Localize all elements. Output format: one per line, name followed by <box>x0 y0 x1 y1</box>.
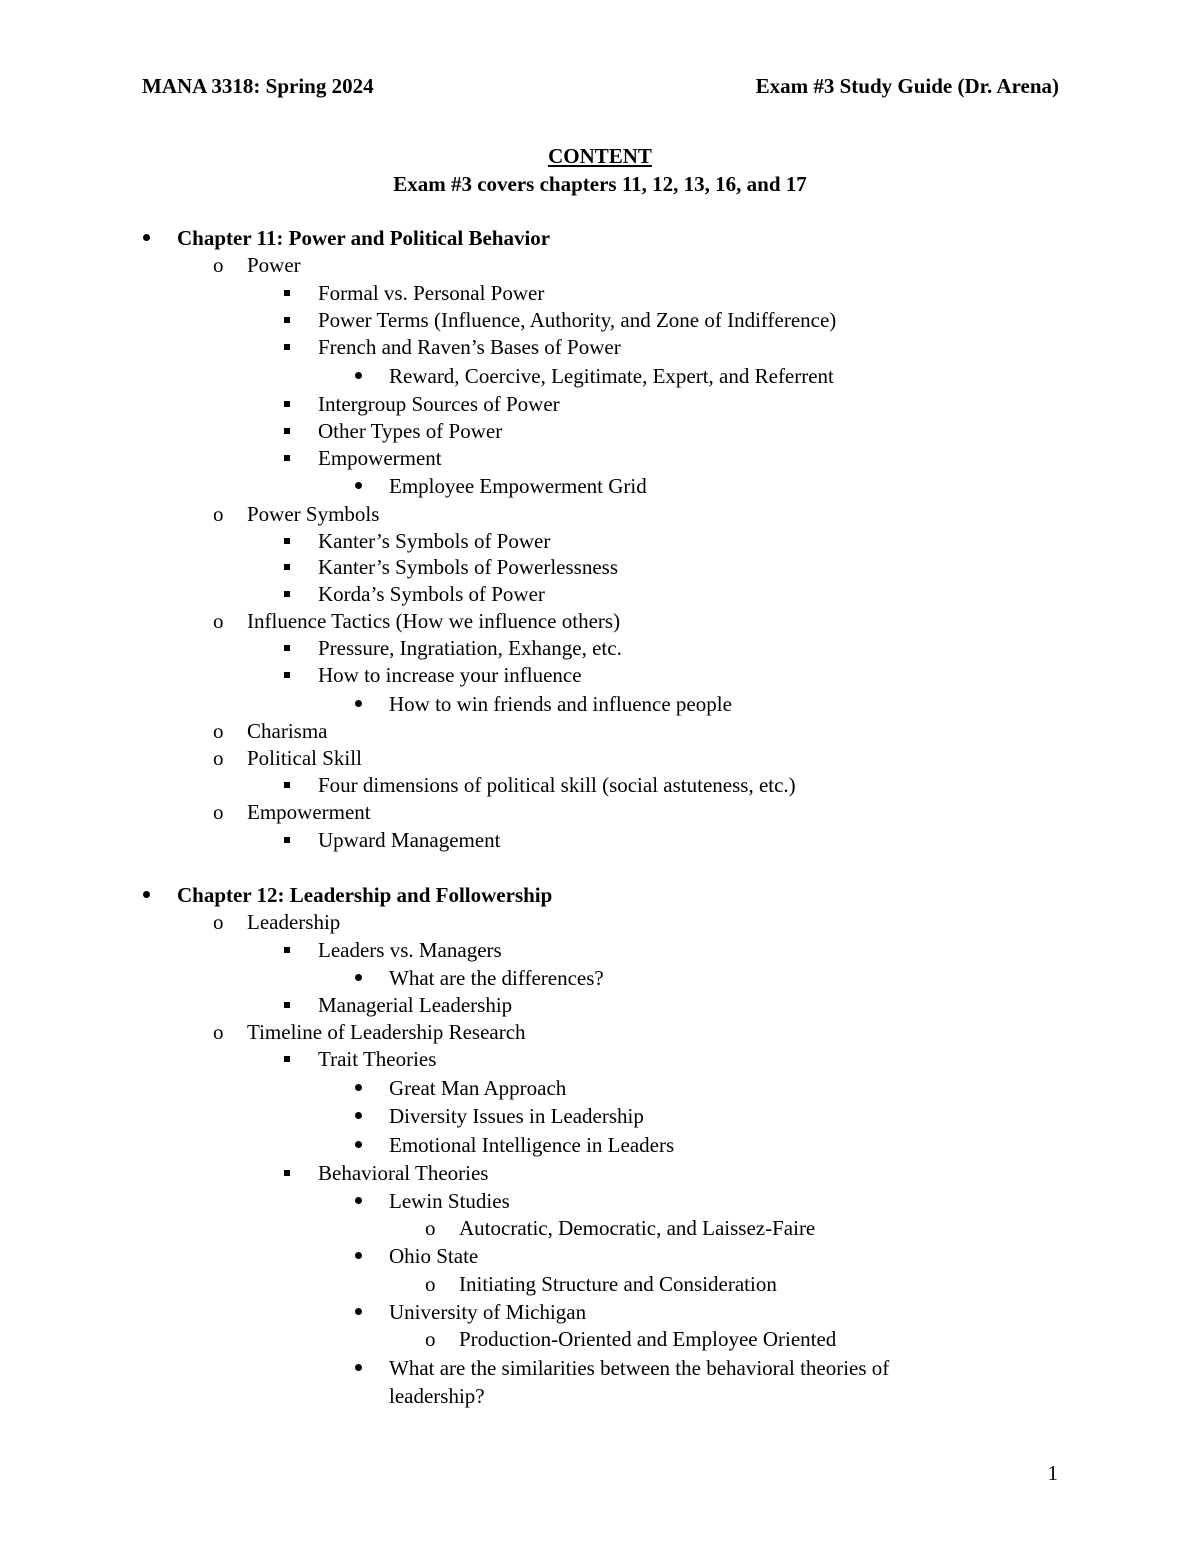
outline-item <box>318 634 622 662</box>
outline-item-text: Other Types of Power <box>318 419 503 443</box>
bullet-dot-icon <box>355 1298 362 1326</box>
outline-item <box>318 661 582 689</box>
outline-item <box>213 717 328 745</box>
square-bullet-icon <box>284 580 290 608</box>
outline-item <box>389 964 604 992</box>
outline-item-text: Leadership <box>247 910 341 934</box>
hollow-circle-icon: o <box>213 800 224 824</box>
outline-item-text: Kanter’s Symbols of Power <box>318 529 551 553</box>
outline-item-text: Timeline of Leadership Research <box>247 1020 526 1044</box>
outline-item-text: Production-Oriented and Employee Oriented <box>459 1327 837 1351</box>
outline-item-text: Trait Theories <box>318 1047 437 1071</box>
outline-item <box>213 744 362 772</box>
bullet-dot-icon <box>355 1187 362 1215</box>
bullet-dot-icon <box>355 964 362 992</box>
square-bullet-icon <box>284 444 290 472</box>
outline-item-text: Chapter 12: Leadership and Followership <box>177 883 553 907</box>
bullet-dot-icon <box>355 472 362 500</box>
outline-item-text: Power Symbols <box>247 502 380 526</box>
outline-item-text: Behavioral Theories <box>318 1161 489 1185</box>
outline-item-text: Great Man Approach <box>389 1076 567 1100</box>
bullet-dot-icon <box>355 1074 362 1102</box>
outline-item <box>318 333 621 361</box>
outline-item <box>213 908 341 936</box>
outline-item-text: How to increase your influence <box>318 663 582 687</box>
bullet-dot-icon <box>355 1242 362 1270</box>
outline-item-text: French and Raven’s Bases of Power <box>318 335 621 359</box>
outline-item-text: Charisma <box>247 719 328 743</box>
outline-item <box>389 1102 644 1130</box>
bullet-dot-icon <box>355 362 362 390</box>
outline-item <box>318 553 618 581</box>
square-bullet-icon <box>284 390 290 418</box>
hollow-circle-icon: o <box>213 746 224 770</box>
outline-item <box>213 798 371 826</box>
outline-item-text: Ohio State <box>389 1244 479 1268</box>
square-bullet-icon <box>284 991 290 1019</box>
outline-item <box>389 1074 566 1102</box>
outline-item-text: Influence Tactics (How we influence others) <box>247 609 621 633</box>
hollow-circle-icon: o <box>425 1327 436 1351</box>
header-guide-title: Exam #3 Study Guide (Dr. Arena) <box>755 74 1059 98</box>
outline-item <box>318 306 836 334</box>
page-number: 1 <box>1047 1461 1058 1485</box>
content-heading: CONTENT <box>548 144 652 168</box>
bullet-dot-icon <box>355 1354 362 1382</box>
hollow-circle-icon: o <box>213 502 224 526</box>
chapter-heading <box>177 881 552 909</box>
square-bullet-icon <box>284 553 290 581</box>
outline-item-text: What are the similarities between the behavioral theories of <box>389 1356 890 1380</box>
outline-item <box>213 251 301 279</box>
outline-item-text: Upward Management <box>318 828 501 852</box>
outline-item <box>425 1214 816 1242</box>
outline-item <box>318 1159 488 1187</box>
bullet-dot-icon <box>355 1131 362 1159</box>
content-subtitle: Exam #3 covers chapters 11, 12, 13, 16, and 17 <box>393 172 807 196</box>
outline-item <box>425 1270 777 1298</box>
outline-item-text: How to win friends and influence people <box>389 692 732 716</box>
outline-item-text: What are the differences? <box>389 966 604 990</box>
outline-item-text: Managerial Leadership <box>318 993 513 1017</box>
outline-item <box>318 991 512 1019</box>
outline-item-text: Leaders vs. Managers <box>318 938 502 962</box>
hollow-circle-icon: o <box>213 253 224 277</box>
square-bullet-icon <box>284 1045 290 1073</box>
outline-item <box>318 826 501 854</box>
outline-item <box>389 1298 586 1326</box>
square-bullet-icon <box>284 771 290 799</box>
bullet-dot-icon <box>355 1102 362 1130</box>
outline-item-text: Pressure, Ingratiation, Exhange, etc. <box>318 636 622 660</box>
hollow-circle-icon: o <box>425 1216 436 1240</box>
square-bullet-icon <box>284 279 290 307</box>
outline-item-text: Reward, Coercive, Legitimate, Expert, and Referrent <box>389 364 834 388</box>
outline-item <box>318 527 550 555</box>
hollow-circle-icon: o <box>213 910 224 934</box>
outline-item <box>389 1242 478 1270</box>
square-bullet-icon <box>284 936 290 964</box>
outline-item-text: Power <box>247 253 301 277</box>
hollow-circle-icon: o <box>213 609 224 633</box>
outline-item <box>389 362 834 390</box>
hollow-circle-icon: o <box>213 719 224 743</box>
outline-item-text: Employee Empowerment Grid <box>389 474 647 498</box>
outline-item-text: Power Terms (Influence, Authority, and Zone of Indifference) <box>318 308 837 332</box>
outline-item <box>318 936 502 964</box>
bullet-dot-icon <box>143 224 150 252</box>
outline-item <box>389 472 647 500</box>
outline-item-text: Empowerment <box>318 446 442 470</box>
hollow-circle-icon: o <box>213 1020 224 1044</box>
outline-item-text: Autocratic, Democratic, and Laissez-Faire <box>459 1216 816 1240</box>
bullet-dot-icon <box>355 690 362 718</box>
outline-item-text: Intergroup Sources of Power <box>318 392 560 416</box>
outline-item <box>389 690 732 718</box>
square-bullet-icon <box>284 826 290 854</box>
outline-item-text: Emotional Intelligence in Leaders <box>389 1133 675 1157</box>
outline-item-text: Kanter’s Symbols of Powerlessness <box>318 555 619 579</box>
outline-item-text: University of Michigan <box>389 1300 587 1324</box>
outline-item <box>318 771 796 799</box>
outline-item <box>389 1131 674 1159</box>
outline-item <box>213 1018 526 1046</box>
header-course: MANA 3318: Spring 2024 <box>142 74 374 98</box>
bullet-dot-icon <box>143 881 150 909</box>
outline-item-text: Chapter 11: Power and Political Behavior <box>177 226 551 250</box>
outline-item <box>318 444 442 472</box>
square-bullet-icon <box>284 634 290 662</box>
outline-item <box>213 607 621 635</box>
outline-item <box>318 390 560 418</box>
square-bullet-icon <box>284 1159 290 1187</box>
outline-item-text: Lewin Studies <box>389 1189 510 1213</box>
outline-item <box>318 417 502 445</box>
square-bullet-icon <box>284 417 290 445</box>
outline-item <box>389 1382 485 1410</box>
outline-item-text: Four dimensions of political skill (social astuteness, etc.) <box>318 773 796 797</box>
outline-item <box>389 1187 510 1215</box>
outline-item-text: Initiating Structure and Consideration <box>459 1272 777 1296</box>
chapter-heading <box>177 224 550 252</box>
square-bullet-icon <box>284 527 290 555</box>
outline-item-text: Empowerment <box>247 800 371 824</box>
square-bullet-icon <box>284 333 290 361</box>
outline-item-text: Political Skill <box>247 746 362 770</box>
outline-item-text: Formal vs. Personal Power <box>318 281 545 305</box>
outline-item <box>213 500 380 528</box>
outline-item-text: leadership? <box>389 1384 485 1408</box>
square-bullet-icon <box>284 306 290 334</box>
outline-item <box>318 1045 436 1073</box>
square-bullet-icon <box>284 661 290 689</box>
outline-item <box>318 279 544 307</box>
outline-item-text: Diversity Issues in Leadership <box>389 1104 644 1128</box>
outline-item-text: Korda’s Symbols of Power <box>318 582 545 606</box>
outline-item <box>425 1325 837 1353</box>
hollow-circle-icon: o <box>425 1272 436 1296</box>
outline-item <box>318 580 545 608</box>
outline-item <box>389 1354 889 1382</box>
